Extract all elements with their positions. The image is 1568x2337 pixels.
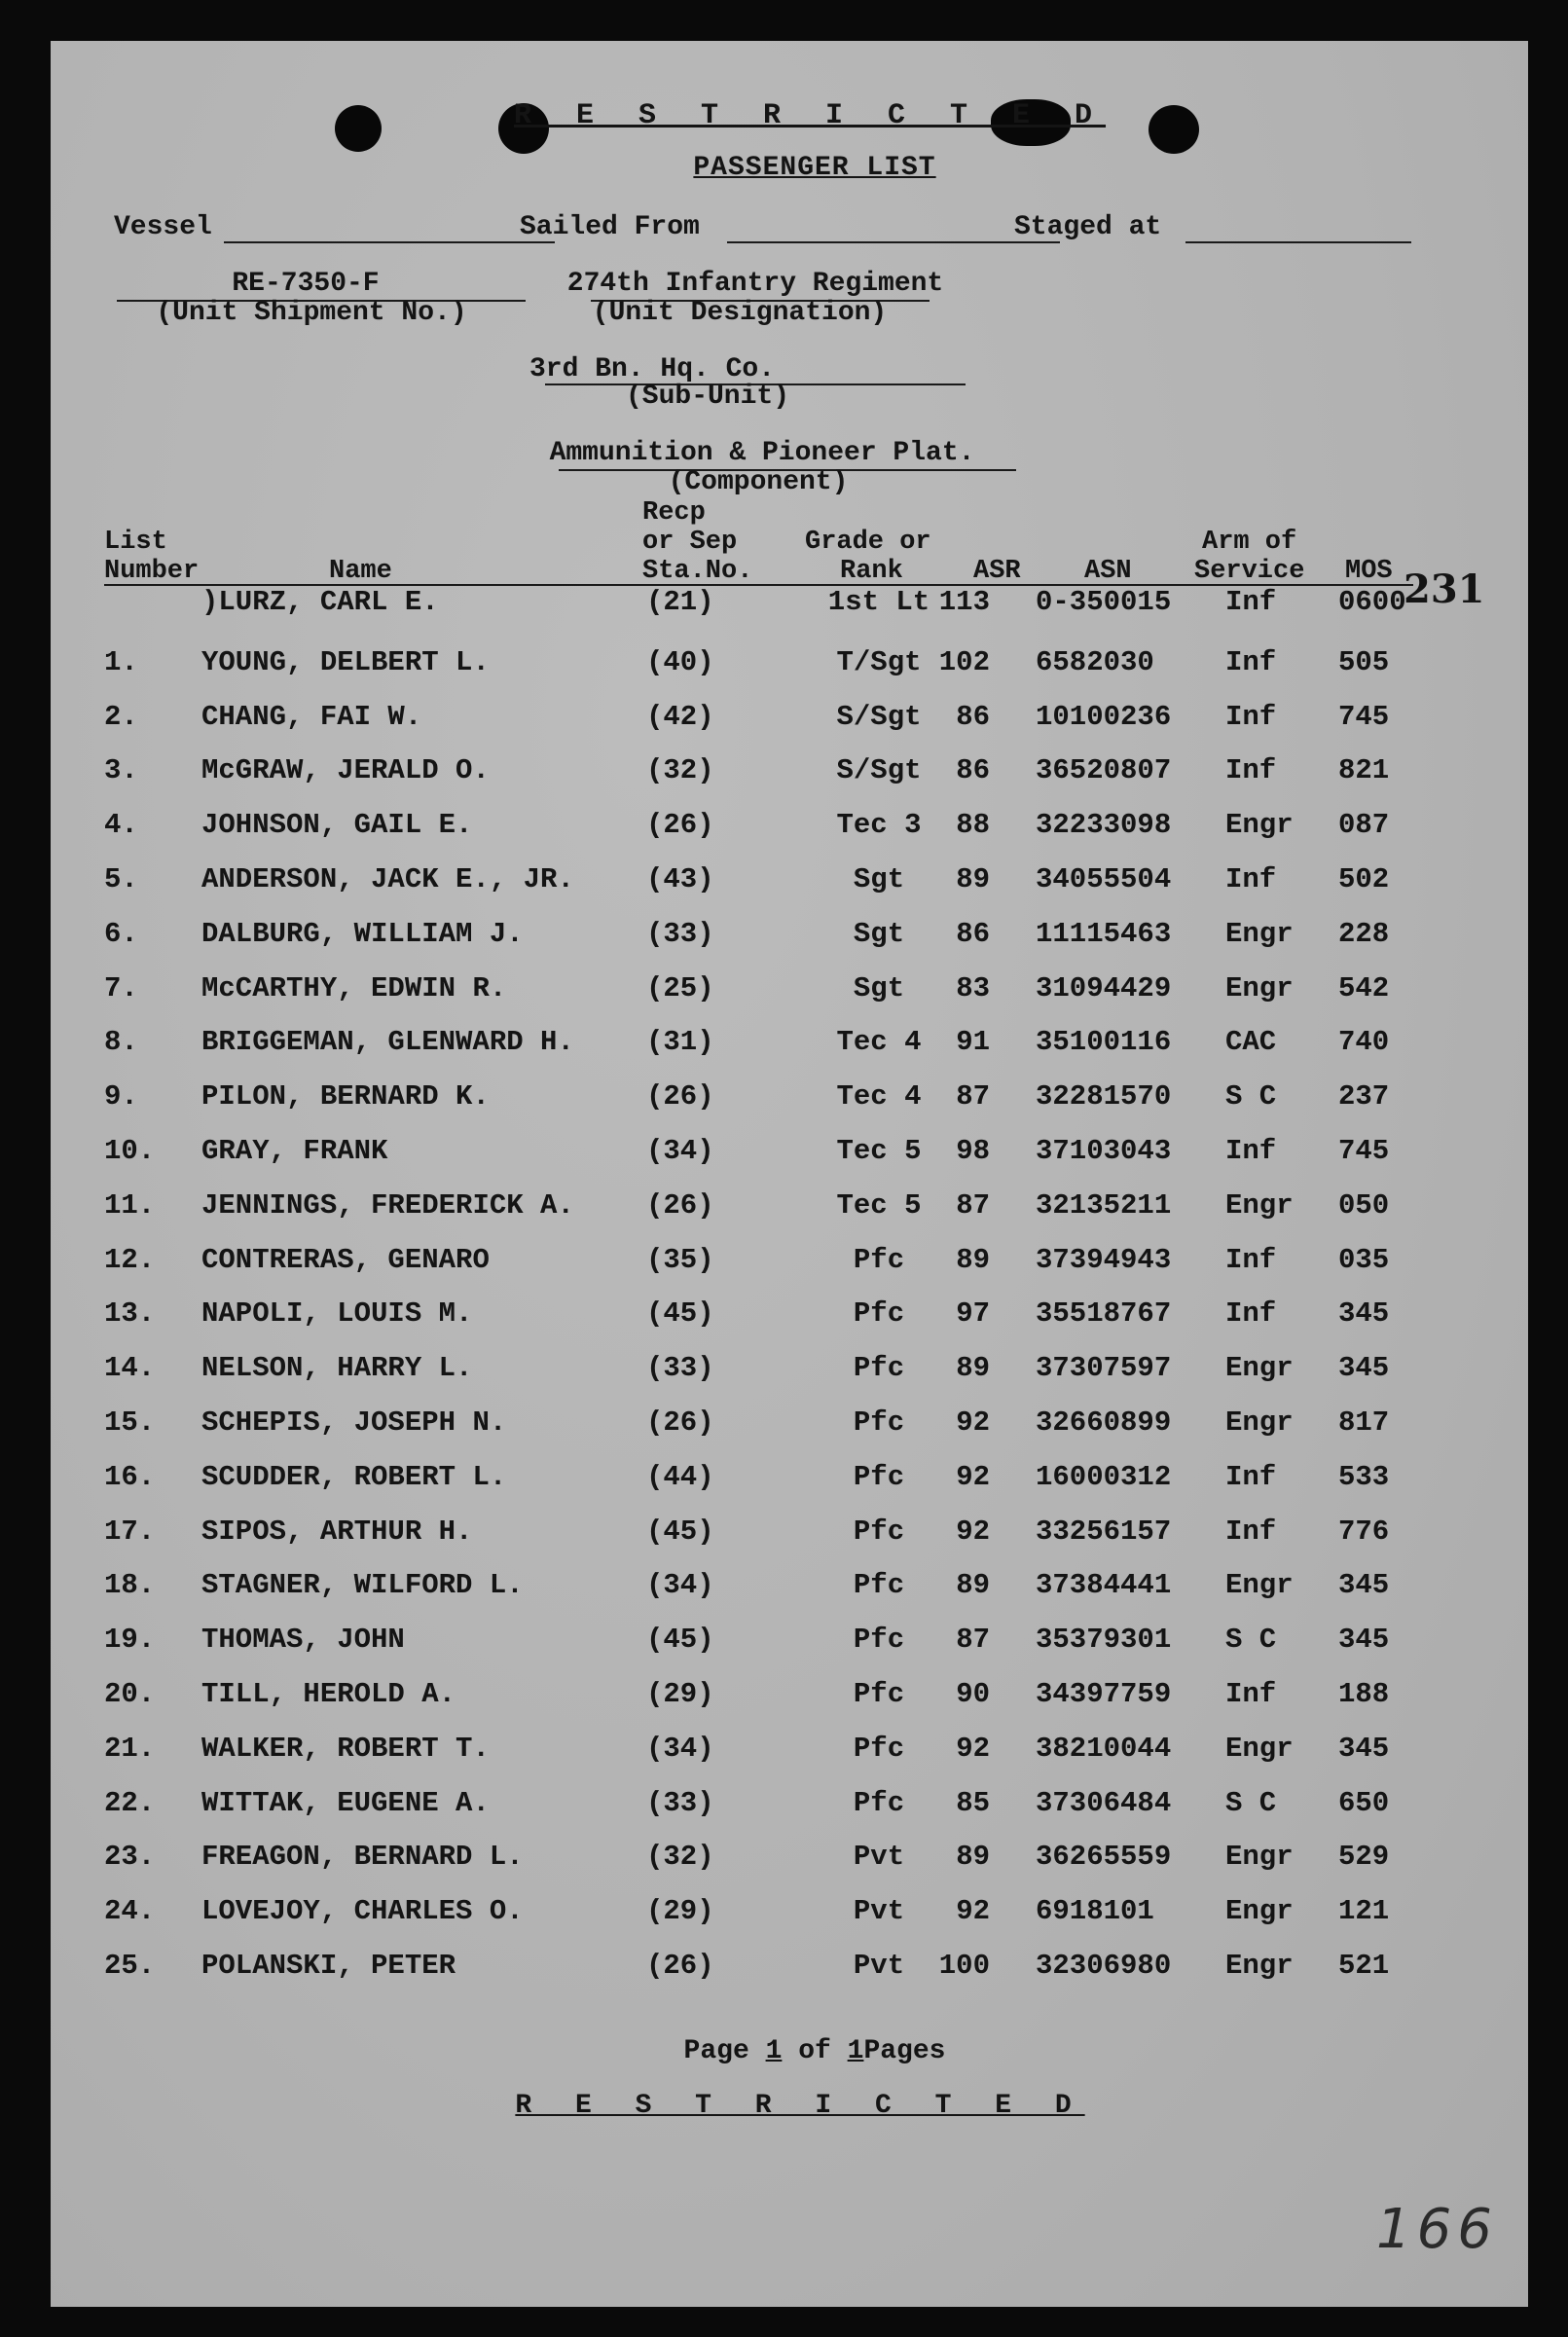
cell-asr: 100 [938,1950,990,1982]
cell-name: YOUNG, DELBERT L. [201,645,490,678]
col-header-arm: Arm of Service [1194,528,1305,586]
cell-grade: Pfc [853,1732,905,1765]
cell-name: THOMAS, JOHN [201,1624,405,1657]
cell-mos: 740 [1338,1026,1390,1059]
cell-arm: Inf [1225,1515,1277,1548]
cell-name: McCARTHY, EDWIN R. [201,971,507,1004]
cell-mos: 821 [1338,754,1390,787]
sub-unit: 3rd Bn. Hq. Co. [529,354,776,384]
cell-arm: S C [1225,1786,1277,1819]
cell-mos: 188 [1338,1678,1390,1710]
cell-sta: (33) [646,1352,714,1385]
cell-name: McGRAW, JERALD O. [201,754,490,787]
cell-name: WITTAK, EUGENE A. [201,1786,490,1819]
cell-grade: Sgt [853,863,905,895]
cell-asr: 87 [956,1624,990,1657]
cell-mos: 345 [1338,1569,1390,1602]
cell-num: 4. [104,809,138,842]
cell-num: 16. [104,1460,156,1493]
cell-name: JOHNSON, GAIL E. [201,809,473,842]
cell-mos: 345 [1338,1352,1390,1385]
cell-grade: Tec 3 [836,809,922,842]
cell-grade: Pfc [853,1460,905,1493]
unit-designation: 274th Infantry Regiment [566,269,944,299]
cell-asn: 31094429 [1036,971,1172,1004]
cell-name: CONTRERAS, GENARO [201,1243,490,1276]
punch-hole [1149,105,1199,154]
cell-arm: Engr [1225,917,1294,950]
cell-num: 9. [104,1080,138,1114]
unit-shipment-number: RE-7350-F [232,269,380,299]
cell-arm: Inf [1225,586,1277,618]
document-title: R E S T R I C T E D [513,99,1107,132]
cell-asr: 92 [956,1732,990,1765]
cell-sta: (34) [646,1135,714,1167]
cell-asn: 6582030 [1036,645,1154,678]
vessel-label: Vessel [114,212,212,242]
cell-name: NAPOLI, LOUIS M. [201,1297,473,1331]
cell-asn: 6918101 [1036,1895,1154,1928]
cell-asn: 35100116 [1036,1026,1172,1059]
cell-asr: 87 [956,1080,990,1114]
cell-num: 6. [104,917,138,950]
page-indicator: Page 1 of 1Pages [683,2036,946,2066]
cell-num: 21. [104,1732,156,1765]
cell-sta: (42) [646,700,714,733]
cell-name: FREAGON, BERNARD L. [201,1841,524,1874]
cell-num: 15. [104,1406,156,1439]
cell-grade: Tec 4 [836,1080,922,1114]
cell-sta: (25) [646,971,714,1004]
cell-asn: 10100236 [1036,700,1172,733]
cell-sta: (32) [646,754,714,787]
cell-sta: (26) [646,1950,714,1982]
cell-arm: CAC [1225,1026,1277,1059]
cell-asr: 86 [956,917,990,950]
cell-num: 17. [104,1515,156,1548]
cell-num: 18. [104,1569,156,1602]
sailed-from-label: Sailed From [520,212,700,242]
cell-grade: S/Sgt [836,754,922,787]
cell-num: 22. [104,1786,156,1819]
cell-asn: 34397759 [1036,1678,1172,1710]
cell-asr: 97 [956,1297,990,1331]
cell-grade: Sgt [853,971,905,1004]
cell-arm: Inf [1225,863,1277,895]
stamp-number: 231 [1404,566,1485,612]
cell-grade: Sgt [853,917,905,950]
cell-num: 12. [104,1243,156,1276]
unit-designation-caption: (Unit Designation) [592,298,888,328]
cell-asn: 32660899 [1036,1406,1172,1439]
cell-num: 1. [104,645,138,678]
document-subtitle: PASSENGER LIST [693,153,936,183]
cell-mos: 529 [1338,1841,1390,1874]
cell-num: 20. [104,1678,156,1710]
cell-asr: 89 [956,1352,990,1385]
cell-asr: 86 [956,700,990,733]
cell-asn: 35518767 [1036,1297,1172,1331]
cell-mos: 0600 [1338,586,1406,618]
cell-grade: Pfc [853,1297,905,1331]
cell-num: 11. [104,1188,156,1222]
cell-num: 7. [104,971,138,1004]
cell-arm: Engr [1225,1841,1294,1874]
cell-asr: 85 [956,1786,990,1819]
cell-asn: 32306980 [1036,1950,1172,1982]
cell-arm: Engr [1225,1732,1294,1765]
cell-sta: (45) [646,1515,714,1548]
cell-sta: (44) [646,1460,714,1493]
cell-mos: 776 [1338,1515,1390,1548]
cell-grade: Pfc [853,1624,905,1657]
cell-asn: 37103043 [1036,1135,1172,1167]
cell-num: 8. [104,1026,138,1059]
cell-sta: (33) [646,1786,714,1819]
cell-name: SIPOS, ARTHUR H. [201,1515,473,1548]
cell-asr: 91 [956,1026,990,1059]
cell-arm: S C [1225,1624,1277,1657]
cell-arm: Engr [1225,1188,1294,1222]
cell-name: GRAY, FRANK [201,1135,388,1167]
cell-grade: Pfc [853,1406,905,1439]
cell-grade: Pvt [853,1950,905,1982]
cell-grade: Pfc [853,1678,905,1710]
cell-asn: 0-350015 [1036,586,1172,618]
cell-arm: Inf [1225,1460,1277,1493]
cell-mos: 050 [1338,1188,1390,1222]
cell-asr: 92 [956,1515,990,1548]
cell-arm: Engr [1225,1950,1294,1982]
cell-name: SCUDDER, ROBERT L. [201,1460,507,1493]
cell-sta: (29) [646,1678,714,1710]
col-header-mos: MOS [1345,557,1393,586]
unit-shipment-caption: (Unit Shipment No.) [156,298,467,328]
cell-grade: T/Sgt [836,645,922,678]
cell-mos: 345 [1338,1624,1390,1657]
cell-asr: 83 [956,971,990,1004]
cell-asr: 86 [956,754,990,787]
cell-mos: 345 [1338,1732,1390,1765]
cell-num: 14. [104,1352,156,1385]
cell-name: CHANG, FAI W. [201,700,422,733]
cell-grade: 1st Lt [827,586,930,618]
cell-mos: 345 [1338,1297,1390,1331]
cell-asn: 32135211 [1036,1188,1172,1222]
cell-grade: S/Sgt [836,700,922,733]
cell-mos: 121 [1338,1895,1390,1928]
cell-grade: Pfc [853,1515,905,1548]
col-header-grade: Grade or Rank [805,528,931,586]
cell-asr: 98 [956,1135,990,1167]
component-caption: (Component) [668,467,849,497]
cell-mos: 650 [1338,1786,1390,1819]
cell-num: 10. [104,1135,156,1167]
cell-sta: (31) [646,1026,714,1059]
cell-mos: 228 [1338,917,1390,950]
cell-grade: Tec 5 [836,1135,922,1167]
cell-arm: Inf [1225,1678,1277,1710]
cell-sta: (29) [646,1895,714,1928]
staged-at-blank-line [1185,241,1411,243]
cell-arm: Inf [1225,1135,1277,1167]
cell-sta: (45) [646,1297,714,1331]
cell-arm: Engr [1225,971,1294,1004]
cell-name: NELSON, HARRY L. [201,1352,473,1385]
cell-arm: Inf [1225,754,1277,787]
cell-sta: (45) [646,1624,714,1657]
cell-arm: Inf [1225,645,1277,678]
cell-num: 13. [104,1297,156,1331]
cell-asr: 113 [938,586,990,618]
cell-asr: 88 [956,809,990,842]
cell-arm: Inf [1225,1297,1277,1331]
handwritten-page-number: 166 [1376,2198,1498,2261]
cell-asn: 37394943 [1036,1243,1172,1276]
cell-name: )LURZ, CARL E. [201,586,439,618]
cell-mos: 237 [1338,1080,1390,1114]
cell-asn: 16000312 [1036,1460,1172,1493]
cell-num: 5. [104,863,138,895]
cell-mos: 745 [1338,700,1390,733]
staged-at-label: Staged at [1014,212,1162,242]
cell-asn: 32281570 [1036,1080,1172,1114]
cell-grade: Pvt [853,1895,905,1928]
cell-sta: (40) [646,645,714,678]
cell-grade: Tec 5 [836,1188,922,1222]
sub-unit-caption: (Sub-Unit) [625,382,790,412]
cell-num: 19. [104,1624,156,1657]
cell-mos: 745 [1338,1135,1390,1167]
cell-sta: (33) [646,917,714,950]
component: Ammunition & Pioneer Plat. [549,438,975,468]
footer-restricted: R E S T R I C T E D [515,2091,1085,2121]
cell-asr: 102 [938,645,990,678]
cell-sta: (34) [646,1569,714,1602]
cell-sta: (34) [646,1732,714,1765]
cell-mos: 505 [1338,645,1390,678]
cell-asr: 89 [956,1841,990,1874]
cell-grade: Pfc [853,1569,905,1602]
cell-asn: 38210044 [1036,1732,1172,1765]
cell-sta: (32) [646,1841,714,1874]
cell-name: PILON, BERNARD K. [201,1080,490,1114]
cell-asn: 32233098 [1036,809,1172,842]
cell-name: DALBURG, WILLIAM J. [201,917,524,950]
cell-asn: 11115463 [1036,917,1172,950]
cell-arm: Engr [1225,1569,1294,1602]
cell-name: LOVEJOY, CHARLES O. [201,1895,524,1928]
cell-name: POLANSKI, PETER [201,1950,456,1982]
cell-mos: 502 [1338,863,1390,895]
cell-sta: (26) [646,1188,714,1222]
cell-asn: 33256157 [1036,1515,1172,1548]
cell-num: 2. [104,700,138,733]
cell-mos: 521 [1338,1950,1390,1982]
cell-num: 3. [104,754,138,787]
cell-asr: 92 [956,1460,990,1493]
cell-arm: Engr [1225,1352,1294,1385]
cell-mos: 542 [1338,971,1390,1004]
cell-name: SCHEPIS, JOSEPH N. [201,1406,507,1439]
cell-sta: (26) [646,1406,714,1439]
cell-asr: 90 [956,1678,990,1710]
cell-arm: Engr [1225,1406,1294,1439]
cell-num: 24. [104,1895,156,1928]
cell-asr: 87 [956,1188,990,1222]
cell-name: ANDERSON, JACK E., JR. [201,863,574,895]
cell-asr: 89 [956,863,990,895]
cell-sta: (26) [646,1080,714,1114]
cell-asr: 92 [956,1406,990,1439]
cell-sta: (21) [646,586,714,618]
cell-arm: Inf [1225,1243,1277,1276]
cell-asr: 89 [956,1569,990,1602]
cell-grade: Pvt [853,1841,905,1874]
cell-mos: 533 [1338,1460,1390,1493]
cell-mos: 035 [1338,1243,1390,1276]
cell-asn: 37306484 [1036,1786,1172,1819]
cell-grade: Pfc [853,1243,905,1276]
cell-sta: (43) [646,863,714,895]
cell-arm: S C [1225,1080,1277,1114]
col-header-asn: ASN [1084,557,1132,586]
cell-arm: Inf [1225,700,1277,733]
cell-asn: 34055504 [1036,863,1172,895]
cell-sta: (35) [646,1243,714,1276]
cell-asn: 36520807 [1036,754,1172,787]
cell-grade: Tec 4 [836,1026,922,1059]
vessel-blank-line [224,241,555,243]
cell-asn: 35379301 [1036,1624,1172,1657]
document-page [51,41,1528,2307]
cell-num: 25. [104,1950,156,1982]
cell-name: BRIGGEMAN, GLENWARD H. [201,1026,574,1059]
col-header-name: Name [329,557,392,586]
cell-arm: Engr [1225,1895,1294,1928]
cell-grade: Pfc [853,1352,905,1385]
cell-sta: (26) [646,809,714,842]
col-header-asr: ASR [973,557,1021,586]
cell-name: TILL, HEROLD A. [201,1678,456,1710]
cell-asn: 37307597 [1036,1352,1172,1385]
sailed-from-blank-line [727,241,1060,243]
cell-arm: Engr [1225,809,1294,842]
cell-mos: 817 [1338,1406,1390,1439]
cell-name: STAGNER, WILFORD L. [201,1569,524,1602]
cell-grade: Pfc [853,1786,905,1819]
cell-asn: 36265559 [1036,1841,1172,1874]
col-header-recp-sta: Recp or Sep Sta.No. [642,498,753,586]
cell-asr: 89 [956,1243,990,1276]
cell-asn: 37384441 [1036,1569,1172,1602]
col-header-list-number: List Number [104,528,200,586]
punch-hole [335,105,382,152]
cell-num: 23. [104,1841,156,1874]
cell-name: WALKER, ROBERT T. [201,1732,490,1765]
cell-asr: 92 [956,1895,990,1928]
cell-name: JENNINGS, FREDERICK A. [201,1188,574,1222]
cell-mos: 087 [1338,809,1390,842]
